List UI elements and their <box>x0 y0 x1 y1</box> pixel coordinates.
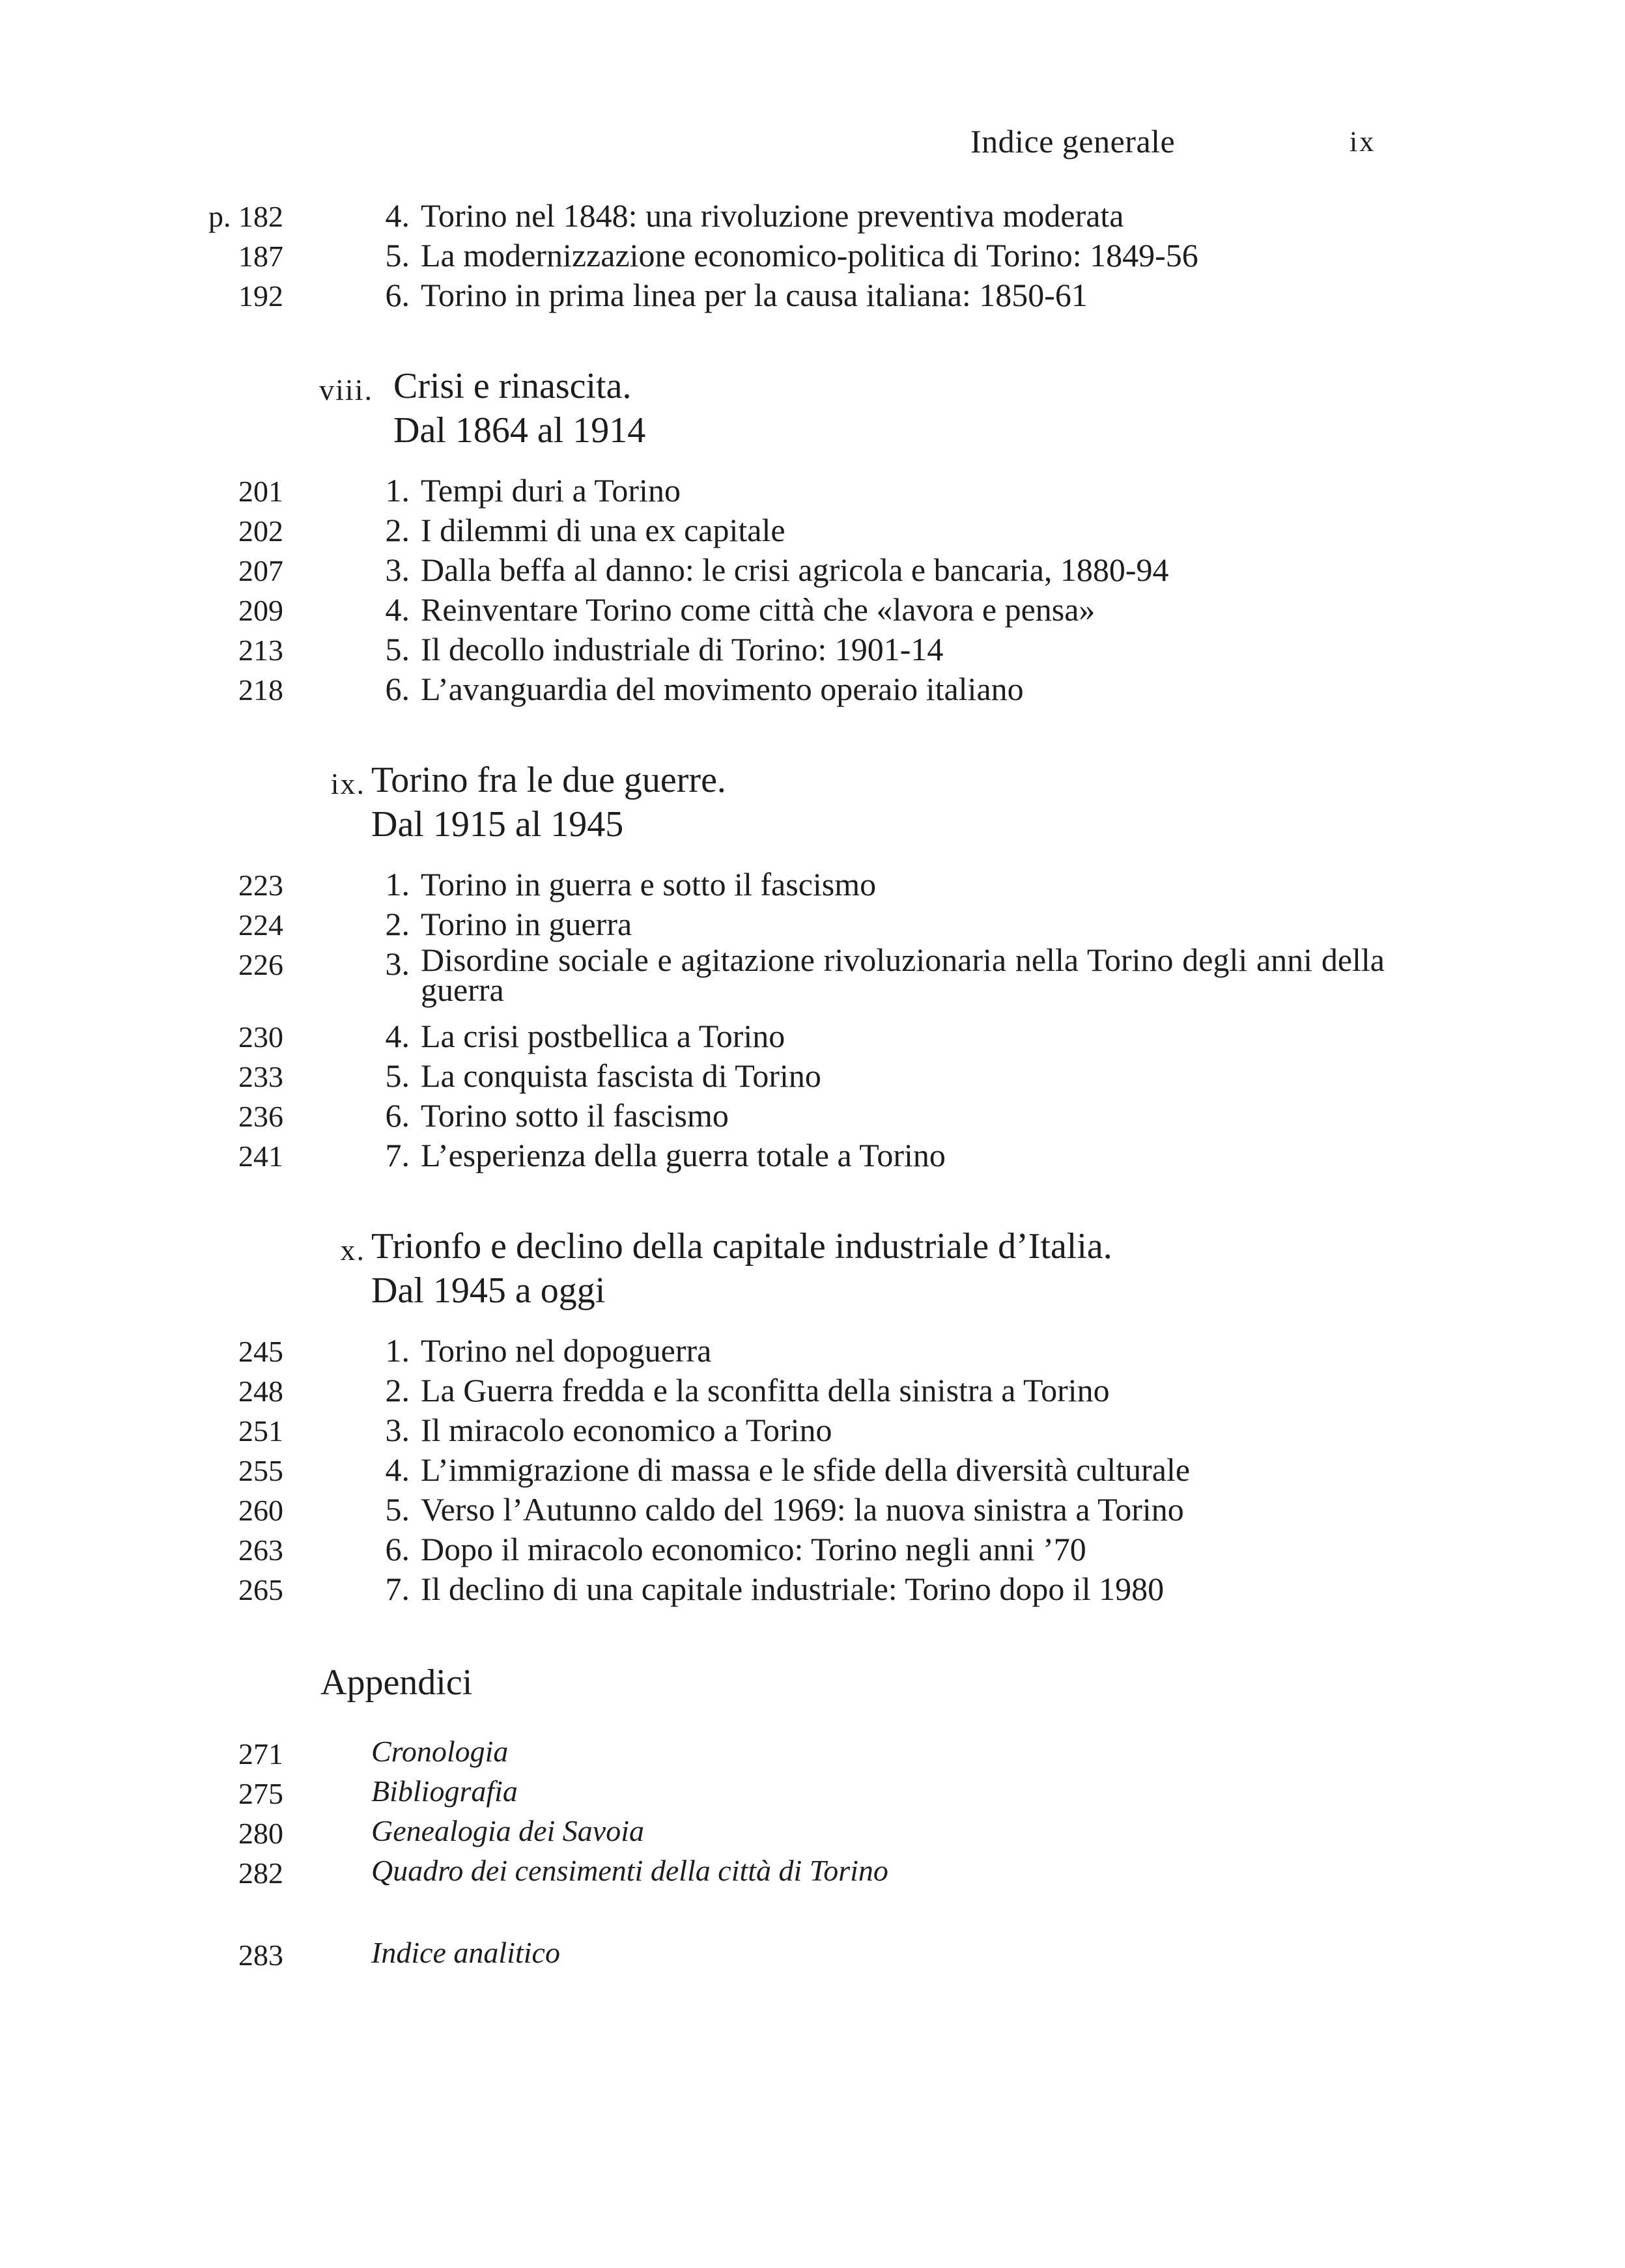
entry-title: La conquista fascista di Torino <box>421 1057 821 1094</box>
entry-number: 1. <box>385 866 410 903</box>
chapter-number: ix. <box>330 767 365 800</box>
entry-page-number: 251 <box>238 1414 283 1448</box>
entry-title: Dalla beffa al danno: le crisi agricola e bancaria, 1880-94 <box>421 552 1169 588</box>
entry-page-number: 283 <box>238 1939 283 1972</box>
toc-entry <box>0 670 1625 709</box>
entry-page-number: 192 <box>238 279 283 313</box>
entry-number: 7. <box>385 1571 410 1607</box>
entry-title: La crisi postbellica a Torino <box>421 1018 785 1054</box>
chapter-title-line2: Dal 1864 al 1914 <box>393 410 646 451</box>
entry-page-number: p. 182 <box>208 200 283 233</box>
entry-number: 2. <box>385 1372 410 1408</box>
entry-number: 3. <box>385 1412 410 1448</box>
page-folio: ix <box>1349 126 1376 158</box>
toc-entry <box>0 1332 1625 1371</box>
entry-title: Il decollo industriale di Torino: 1901-14 <box>421 631 944 667</box>
toc-entry <box>0 471 1625 511</box>
entry-title: L’avanguardia del movimento operaio italiano <box>421 671 1024 707</box>
entry-page-number: 265 <box>238 1573 283 1606</box>
entry-number: 4. <box>385 1451 410 1488</box>
entry-page-number: 245 <box>238 1335 283 1368</box>
entry-title: Torino in guerra <box>421 906 632 942</box>
entry-page-number: 224 <box>238 908 283 942</box>
chapter-title-line2: Dal 1945 a oggi <box>371 1270 606 1311</box>
entry-number: 6. <box>385 1531 410 1567</box>
entry-number: 6. <box>385 1097 410 1134</box>
entry-title: L’immigrazione di massa e le sfide della diversità culturale <box>421 1451 1191 1488</box>
entry-page-number: 233 <box>238 1060 283 1093</box>
entry-title: Indice analitico <box>371 1936 560 1969</box>
entry-title: Torino nel dopoguerra <box>421 1332 712 1369</box>
toc-entry <box>0 630 1625 669</box>
toc-entry <box>0 1491 1625 1530</box>
toc-entry <box>0 865 1625 904</box>
entry-page-number: 187 <box>238 240 283 273</box>
entry-page-number: 230 <box>238 1020 283 1054</box>
entry-number: 6. <box>385 277 410 313</box>
running-header-title: Indice generale <box>970 123 1176 160</box>
appendix-entry <box>0 1935 1625 1974</box>
entry-page-number: 209 <box>238 594 283 627</box>
toc-entry <box>0 1451 1625 1490</box>
toc-entry <box>0 1411 1625 1450</box>
appendix-entry <box>0 1813 1625 1853</box>
entry-page-number: 236 <box>238 1100 283 1133</box>
entry-title: Torino in guerra e sotto il fascismo <box>421 866 877 903</box>
entry-title: I dilemmi di una ex capitale <box>421 512 785 548</box>
entry-number: 4. <box>385 197 410 234</box>
toc-entry <box>0 1097 1625 1136</box>
chapter-number: viii. <box>319 373 373 406</box>
entry-title: Verso l’Autunno caldo del 1969: la nuova sinistra a Torino <box>421 1491 1184 1528</box>
entry-page-number: 255 <box>238 1454 283 1487</box>
entry-number: 5. <box>385 1057 410 1094</box>
entry-number: 2. <box>385 512 410 548</box>
appendices-heading: Appendici <box>320 1662 473 1703</box>
entry-number: 6. <box>385 671 410 707</box>
toc-entry <box>0 551 1625 590</box>
entry-number: 5. <box>385 1491 410 1528</box>
appendix-entry <box>0 1853 1625 1892</box>
entry-page-number: 280 <box>238 1817 283 1850</box>
entry-number: 1. <box>385 1332 410 1369</box>
appendix-entry <box>0 1774 1625 1813</box>
entry-number: 2. <box>385 906 410 942</box>
entry-page-number: 213 <box>238 634 283 667</box>
entry-title: Cronologia <box>371 1735 509 1768</box>
toc-entry <box>0 1530 1625 1569</box>
entry-title: Dopo il miracolo economico: Torino negli anni ’70 <box>421 1531 1086 1567</box>
toc-entry <box>0 236 1625 275</box>
entry-page-number: 271 <box>238 1737 283 1771</box>
chapter-number: x. <box>340 1233 365 1267</box>
entry-number: 5. <box>385 631 410 667</box>
entry-page-number: 263 <box>238 1533 283 1567</box>
entry-title: Torino sotto il fascismo <box>421 1097 729 1134</box>
entry-number: 1. <box>385 472 410 509</box>
toc-entry <box>0 591 1625 630</box>
toc-entry <box>0 1136 1625 1175</box>
entry-title: Tempi duri a Torino <box>421 472 681 509</box>
entry-number: 5. <box>385 237 410 273</box>
toc-entry <box>0 1057 1625 1096</box>
entry-title: Quadro dei censimenti della città di Torino <box>371 1854 888 1887</box>
entry-page-number: 218 <box>238 673 283 707</box>
entry-title: La Guerra fredda e la sconfitta della sinistra a Torino <box>421 1372 1110 1408</box>
chapter-title-line1: Torino fra le due guerre. <box>371 760 726 800</box>
entry-page-number: 201 <box>238 475 283 508</box>
entry-title: Genealogia dei Savoia <box>371 1814 645 1847</box>
entry-number: 4. <box>385 1018 410 1054</box>
toc-entry <box>0 197 1625 236</box>
toc-entry <box>0 276 1625 315</box>
entry-title: La modernizzazione economico-politica di Torino: 1849-56 <box>421 237 1198 273</box>
entry-page-number: 275 <box>238 1777 283 1810</box>
entry-number: 4. <box>385 591 410 628</box>
toc-entry <box>0 511 1625 550</box>
entry-title: Il miracolo economico a Torino <box>421 1412 832 1448</box>
toc-entry <box>0 1371 1625 1410</box>
toc-entry <box>0 905 1625 944</box>
chapter-title-line2: Dal 1915 al 1945 <box>371 804 624 845</box>
entry-number: 3. <box>385 552 410 588</box>
toc-entry <box>0 1017 1625 1056</box>
entry-title: Bibliografia <box>371 1774 518 1808</box>
entry-page-number: 207 <box>238 554 283 587</box>
entry-title: Disordine sociale e agitazione rivoluzionaria nella Torino degli anni della guerra <box>421 942 1385 1008</box>
entry-page-number: 241 <box>238 1140 283 1173</box>
entry-title: Torino in prima linea per la causa italiana: 1850-61 <box>421 277 1088 313</box>
chapter-title-line1: Trionfo e declino della capitale industriale d’Italia. <box>371 1226 1112 1267</box>
entry-number: 3. <box>385 945 410 982</box>
entry-page-number: 260 <box>238 1494 283 1527</box>
entry-number: 7. <box>385 1137 410 1173</box>
entry-page-number: 202 <box>238 514 283 548</box>
chapter-title-line1: Crisi e rinascita. <box>393 366 632 406</box>
entry-title: L’esperienza della guerra totale a Torino <box>421 1137 946 1173</box>
entry-title: Torino nel 1848: una rivoluzione preventiva moderata <box>421 197 1124 234</box>
toc-entry <box>0 942 1625 1016</box>
toc-entry <box>0 1570 1625 1609</box>
appendix-entry <box>0 1734 1625 1773</box>
entry-title: Reinventare Torino come città che «lavora e pensa» <box>421 591 1095 628</box>
entry-page-number: 282 <box>238 1856 283 1890</box>
entry-page-number: 226 <box>238 948 283 981</box>
entry-page-number: 248 <box>238 1375 283 1408</box>
entry-page-number: 223 <box>238 869 283 902</box>
entry-title: Il declino di una capitale industriale: Torino dopo il 1980 <box>421 1571 1165 1607</box>
